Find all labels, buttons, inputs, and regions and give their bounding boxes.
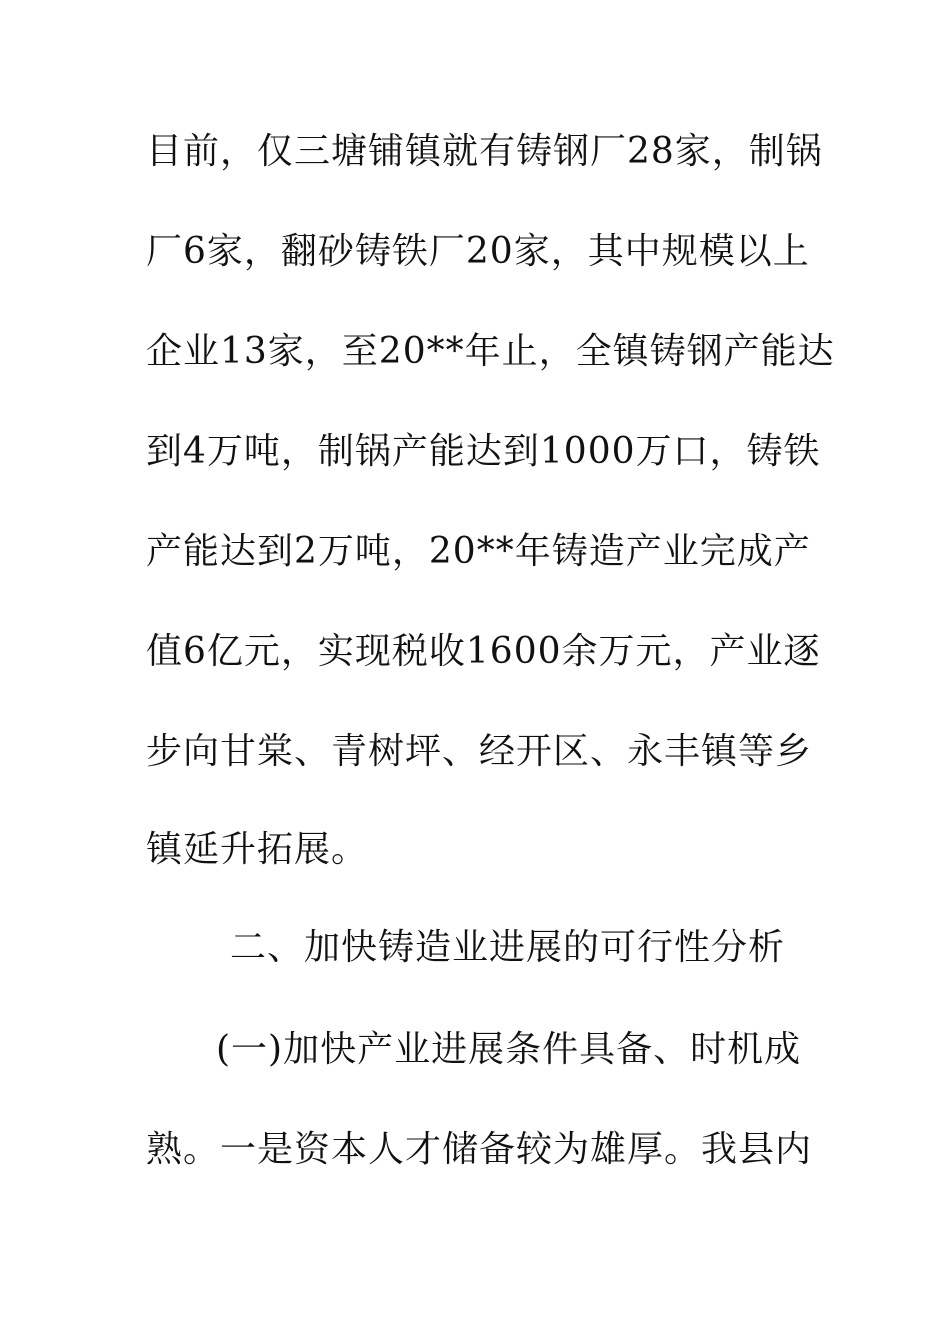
paragraph-line: 值6亿元，实现税收1600余万元，产业逐 [146,631,821,672]
paragraph-line: 厂6家，翻砂铸铁厂20家，其中规模以上 [146,231,810,272]
paragraph-line: 产能达到2万吨，20**年铸造产业完成产 [146,531,811,572]
paragraph-line: 企业13家，至20**年止，全镇铸钢产能达 [146,331,835,372]
paragraph-line: 镇延升拓展。 [146,829,369,870]
section-heading: 二、加快铸造业进展的可行性分析 [230,927,786,968]
paragraph-line: 到4万吨，制锅产能达到1000万口，铸铁 [146,431,821,472]
paragraph-line: 目前，仅三塘铺镇就有铸钢厂28家，制锅 [146,131,823,172]
subsection-line: 熟。一是资本人才储备较为雄厚。我县内 [146,1129,813,1170]
paragraph-line: 步向甘棠、青树坪、经开区、永丰镇等乡 [146,731,813,772]
subsection-line: (一)加快产业进展条件具备、时机成 [216,1029,802,1070]
